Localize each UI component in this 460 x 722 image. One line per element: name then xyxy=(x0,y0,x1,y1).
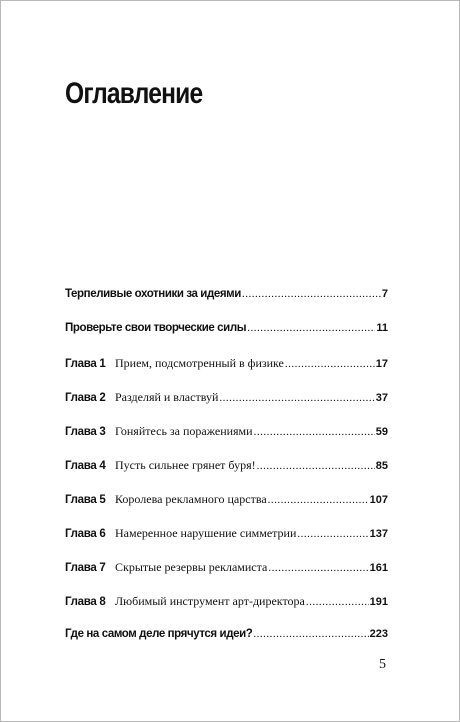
toc-entry-label: Проверьте свои творческие силы xyxy=(65,322,247,334)
page-number: 5 xyxy=(379,657,386,672)
toc-entry-chapter-5 xyxy=(65,492,388,526)
toc-page-number: 161 xyxy=(369,562,388,574)
toc-page-number: 59 xyxy=(375,426,388,438)
toc-entry-test xyxy=(65,322,388,356)
toc-entry-label: Намеренное нарушение симметрии xyxy=(115,526,297,540)
toc-entry-label: Пусть сильнее грянет буря! xyxy=(115,458,256,472)
toc-entry-label: Прием, подсмотренный в физике xyxy=(115,356,284,370)
toc-entry-label: Любимый инструмент арт-директора xyxy=(115,594,305,608)
toc-leader-dots xyxy=(253,628,368,640)
toc-entry-chapter-4 xyxy=(65,458,388,492)
toc-leader-dots xyxy=(242,288,381,300)
toc-entry-conclusion xyxy=(65,628,388,662)
toc-leader-dots xyxy=(306,596,369,608)
toc-page-number: 107 xyxy=(369,494,388,506)
toc-entry-chapter-2 xyxy=(65,390,388,424)
toc-entry-chapter-7 xyxy=(65,560,388,594)
toc-entry-chapter-6 xyxy=(65,526,388,560)
toc-leader-dots xyxy=(254,426,375,438)
toc-page-number: 7 xyxy=(381,288,388,300)
toc-chapter-number: Глава 5 xyxy=(65,494,106,506)
toc-entry-chapter-1 xyxy=(65,356,388,390)
toc-page-number: 37 xyxy=(375,392,388,404)
toc-page-number: 85 xyxy=(375,460,388,472)
toc-entry-chapter-8 xyxy=(65,594,388,628)
toc-entry-intro xyxy=(65,288,388,322)
toc-leader-dots xyxy=(219,392,374,404)
toc-chapter-number: Глава 7 xyxy=(65,562,106,574)
toc-leader-dots xyxy=(268,562,368,574)
toc-entry-label: Где на самом деле прячутся идеи? xyxy=(65,628,253,640)
toc-chapter-number: Глава 3 xyxy=(65,426,106,438)
toc-leader-dots xyxy=(268,494,369,506)
toc-entry-label: Королева рекламного царства xyxy=(115,492,267,506)
toc-leader-dots xyxy=(297,528,368,540)
toc-chapter-number: Глава 4 xyxy=(65,460,106,472)
table-of-contents xyxy=(65,288,388,662)
toc-entry-chapter-3 xyxy=(65,424,388,458)
toc-page-number: 223 xyxy=(369,628,388,640)
toc-entry-label: Разделяй и властвуй xyxy=(115,390,219,404)
toc-page-number: 17 xyxy=(375,358,388,370)
toc-chapter-number: Глава 1 xyxy=(65,358,106,370)
toc-page-number: 191 xyxy=(369,596,388,608)
toc-page-number: 137 xyxy=(369,528,388,540)
toc-leader-dots xyxy=(285,358,375,370)
toc-page-number: 11 xyxy=(376,322,388,334)
toc-entry-label: Гоняйтесь за поражениями xyxy=(115,424,253,438)
toc-chapter-number: Глава 2 xyxy=(65,392,106,404)
toc-entry-label: Терпеливые охотники за идеями xyxy=(65,288,241,300)
toc-chapter-number: Глава 6 xyxy=(65,528,106,540)
toc-leader-dots xyxy=(247,322,375,334)
toc-entry-label: Скрытые резервы рекламиста xyxy=(115,560,268,574)
toc-chapter-number: Глава 8 xyxy=(65,596,106,608)
page-title: Оглавление xyxy=(65,77,203,110)
toc-leader-dots xyxy=(257,460,375,472)
